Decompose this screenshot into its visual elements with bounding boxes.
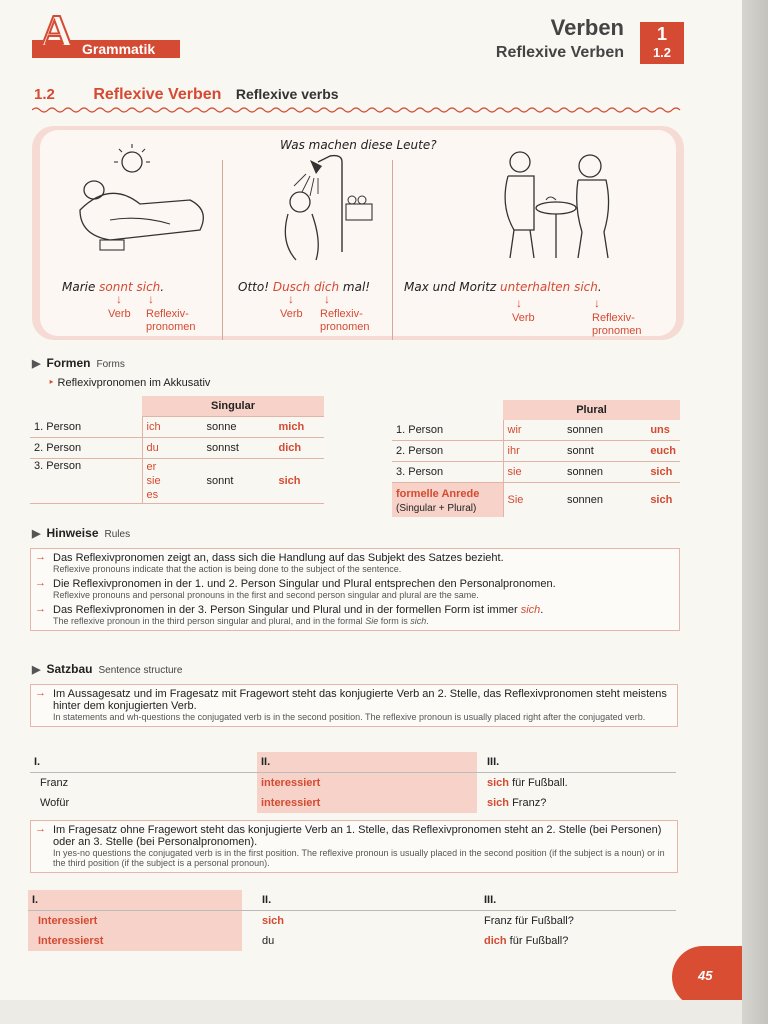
bullet-icon: ‣ <box>48 377 58 389</box>
formen-title: Formen <box>46 356 91 370</box>
arrow-right-icon: → <box>35 823 46 835</box>
col3-rest: Franz für Fußball? <box>484 915 574 927</box>
arrow-right-icon: → <box>35 603 46 615</box>
panel1-sent-b: sonnt sich <box>99 280 161 294</box>
panel1-label-verb: Verb <box>108 308 131 320</box>
table-row <box>30 793 676 813</box>
illustration-inner <box>40 130 676 336</box>
col1-cell: Franz <box>40 777 69 789</box>
pronoun-cell: er sie es <box>142 459 203 504</box>
col-header: I. <box>28 890 242 911</box>
rule-de: Das Reflexivpronomen zeigt an, dass sich die Handlung auf das Subjekt des Satzes bezieht. <box>53 552 504 564</box>
rule-item <box>31 821 677 872</box>
formen-subtitle-text: Reflexivpronomen im Akkusativ <box>57 377 211 389</box>
table-row <box>30 752 676 773</box>
arrow-right-icon: → <box>35 687 46 699</box>
col2-cell: sich <box>262 915 285 927</box>
col3-refl: sich <box>487 797 510 809</box>
panel1-sent-c: . <box>160 280 165 294</box>
hinweise-title: Hinweise <box>46 526 99 540</box>
person-cell: 2. Person <box>30 438 142 459</box>
reflexive-cell: mich <box>275 417 325 438</box>
logo-letter: A <box>40 5 74 56</box>
rule2-en: In yes-no questions the conjugated verb is in the first position. The reflexive pronoun is usually placed in the second position (if the subject is a noun) or in the third position (if the subject is a personal pronoun). <box>53 848 665 868</box>
section-title-en: Reflexive verbs <box>235 86 339 102</box>
col3-rest: für Fußball. <box>509 777 568 789</box>
table-row <box>28 931 676 951</box>
verb-cell: sonnen <box>566 494 604 506</box>
verb-cell: sonnst <box>203 438 275 459</box>
pronoun-cell: sie <box>503 462 563 483</box>
rule-en: Reflexive pronouns indicate that the action is being done to the subject of the sentence. <box>53 564 402 574</box>
table-row <box>392 441 680 462</box>
panel2-sent-a: Otto! <box>238 280 273 294</box>
arrow-right-icon: → <box>35 577 46 589</box>
section-title <box>34 86 339 104</box>
logo-label: Grammatik <box>82 41 156 57</box>
table-row <box>392 483 680 518</box>
person-cell: 3. Person <box>30 459 142 504</box>
rule1-en: In statements and wh-questions the conjugated verb is in the second position. The reflexive pronoun is usually placed right after the conjugated verb. <box>53 712 646 722</box>
col1-cell: Interessierst <box>28 931 242 951</box>
rule-en: Reflexive pronouns and personal pronouns in the first and second person singular and plural are the same. <box>53 590 479 600</box>
rule-en-d: sich <box>410 616 427 626</box>
arrow-right-icon: → <box>35 551 46 563</box>
col3-cell <box>477 793 676 813</box>
col2-cell: interessiert <box>257 793 477 813</box>
table-row <box>28 911 676 932</box>
chapter-heading <box>496 16 624 62</box>
panel2-label-verb: Verb <box>280 308 303 320</box>
triangle-icon: ▶ <box>32 664 41 676</box>
illustration-heading: Was machen diese Leute? <box>280 138 437 152</box>
singular-header: Singular <box>142 396 324 417</box>
rule-item <box>31 601 679 630</box>
wavy-divider <box>32 106 684 114</box>
triangle-icon: ▶ <box>32 358 41 370</box>
reflexive-cell: sich <box>650 494 673 506</box>
col-header: III. <box>487 756 500 768</box>
col3-cell <box>474 911 676 932</box>
reflexive-cell: dich <box>275 438 325 459</box>
table-row <box>392 420 680 441</box>
rule-item <box>31 549 679 575</box>
chapter-tab-sub: 1.2 <box>652 45 672 60</box>
plural-header: Plural <box>503 400 680 420</box>
pronoun-cell: ich <box>142 417 203 438</box>
rule-de: Die Reflexivpronomen in der 1. und 2. Person Singular und Plural entsprechen den Personalpronomen. <box>53 578 556 590</box>
table-row <box>28 890 676 911</box>
chapter-title: Verben <box>550 15 624 40</box>
reflexive-cell: euch <box>646 441 680 462</box>
person-cell: 1. Person <box>392 420 503 441</box>
panel3-sentence <box>404 280 602 294</box>
arrow-down-icon: ↓ <box>288 292 294 306</box>
panel3-label-refl: Reflexiv- pronomen <box>592 312 642 337</box>
reflexive-cell: sich <box>646 462 680 483</box>
rule-en-c: form is <box>378 616 411 626</box>
formal-label: formelle Anrede <box>396 488 480 500</box>
col1-cell: Wofür <box>40 797 70 809</box>
panel-divider <box>222 160 223 340</box>
col3-refl: dich <box>484 935 507 947</box>
grammatik-logo <box>32 5 182 62</box>
page-number: 45 <box>698 968 713 983</box>
panel3-label-verb: Verb <box>512 312 535 324</box>
chapter-tab <box>640 22 684 64</box>
col2-cell: interessiert <box>257 773 477 794</box>
arrow-down-icon: ↓ <box>516 296 522 310</box>
satzbau-rule2-box <box>30 820 678 873</box>
panel3-sent-a: Max und Moritz <box>404 280 501 294</box>
reflexive-cell: uns <box>646 420 680 441</box>
panel1-label-refl: Reflexiv- pronomen <box>146 308 196 333</box>
col2-cell: du <box>262 935 275 947</box>
verb-cell: sonnt <box>203 459 275 504</box>
plural-table <box>392 400 680 517</box>
verb-cell: sonne <box>203 417 275 438</box>
satzbau-title: Satzbau <box>46 662 93 676</box>
col-header: I. <box>34 756 41 768</box>
col3-rest: Franz? <box>509 797 547 809</box>
two-men-talking-drawing <box>490 146 620 264</box>
formen-subtitle <box>48 376 210 389</box>
rule-de-a: Das Reflexivpronomen in der 3. Person Singular und Plural und in der formellen Form ist immer <box>53 604 521 616</box>
col-header: II. <box>262 894 272 906</box>
verb-cell: sonnt <box>563 441 646 462</box>
rule-de-b: sich <box>520 604 541 616</box>
verb-cell: sonnen <box>563 420 646 441</box>
triangle-icon: ▶ <box>32 528 41 540</box>
panel2-sentence <box>238 280 370 294</box>
page-number-badge <box>672 946 742 1000</box>
rule1-de: Im Aussagesatz und im Fragesatz mit Fragewort steht das konjugierte Verb an 2. Stelle, das Reflexivpronomen steht meistens hinter dem konjugierten Verb. <box>53 688 667 712</box>
rule-en-a: The reflexive pronoun in the third person singular and plural, and in the formal <box>53 616 366 626</box>
table-row <box>30 459 324 504</box>
rule-en <box>53 616 673 626</box>
section-title-de: Reflexive Verben <box>93 86 222 103</box>
satzbau-title-en: Sentence structure <box>98 665 183 676</box>
formen-title-en: Forms <box>96 359 125 370</box>
formal-label-sub: (Singular + Plural) <box>396 503 477 514</box>
verb-cell: sonnen <box>563 462 646 483</box>
formal-person-cell <box>392 483 503 518</box>
panel-divider <box>392 160 393 340</box>
person-cell: 3. Person <box>392 462 503 483</box>
hinweise-title-en: Rules <box>104 529 131 540</box>
rule-en-b: Sie <box>365 616 379 626</box>
rule-de-c: . <box>540 604 544 616</box>
hinweise-heading <box>32 526 130 540</box>
rule-item <box>31 685 677 726</box>
pronoun-cell: Sie <box>503 483 563 518</box>
hinweise-box <box>30 548 680 631</box>
arrow-down-icon: ↓ <box>594 296 600 310</box>
table-row <box>30 773 676 794</box>
satzbau-table-2 <box>28 890 676 951</box>
col1-cell: Interessiert <box>28 911 242 932</box>
table-row <box>392 462 680 483</box>
rule-en-e: . <box>426 616 429 626</box>
chapter-tab-number: 1 <box>656 24 667 44</box>
col3-rest: für Fußball? <box>506 935 569 947</box>
reflexive-cell: sich <box>275 459 325 504</box>
panel1-sent-a: Marie <box>62 280 100 294</box>
section-number: 1.2 <box>34 86 55 103</box>
col3-refl: sich <box>487 777 510 789</box>
col3-cell <box>477 773 676 794</box>
arrow-down-icon: ↓ <box>148 292 154 306</box>
satzbau-rule1-box <box>30 684 678 727</box>
person-cell: 2. Person <box>392 441 503 462</box>
satzbau-table-1 <box>30 752 676 813</box>
table-row <box>30 417 324 438</box>
formen-heading <box>32 356 125 370</box>
panel2-sent-b: Dusch dich <box>272 280 340 294</box>
rule2-de: Im Fragesatz ohne Fragewort steht das konjugierte Verb an 1. Stelle, das Reflexivpronomen steht an 2. Stelle (bei Personen) oder an 3. Stelle (bei Personalpronomen). <box>53 824 662 848</box>
person-cell: 1. Person <box>30 417 142 438</box>
panel3-sent-c: . <box>597 280 602 294</box>
panel3-sent-b: unterhalten sich <box>500 280 598 294</box>
sunbathing-woman-drawing <box>70 140 220 260</box>
panel2-label-refl: Reflexiv- pronomen <box>320 308 370 333</box>
col-header: III. <box>484 894 497 906</box>
page-edge <box>742 0 768 1024</box>
rule-item <box>31 575 679 601</box>
col-header: II. <box>257 752 477 773</box>
pronoun-cell: wir <box>503 420 563 441</box>
satzbau-heading <box>32 662 182 676</box>
singular-table <box>30 396 324 504</box>
table-row <box>30 438 324 459</box>
pronoun-cell: ihr <box>503 441 563 462</box>
showering-man-drawing <box>260 152 380 262</box>
chapter-subtitle: Reflexive Verben <box>495 44 624 61</box>
arrow-down-icon: ↓ <box>324 292 330 306</box>
col3-cell <box>474 931 676 951</box>
pronoun-cell: du <box>142 438 203 459</box>
illustration-box <box>32 126 684 340</box>
arrow-down-icon: ↓ <box>116 292 122 306</box>
panel2-sent-c: mal! <box>339 280 371 294</box>
